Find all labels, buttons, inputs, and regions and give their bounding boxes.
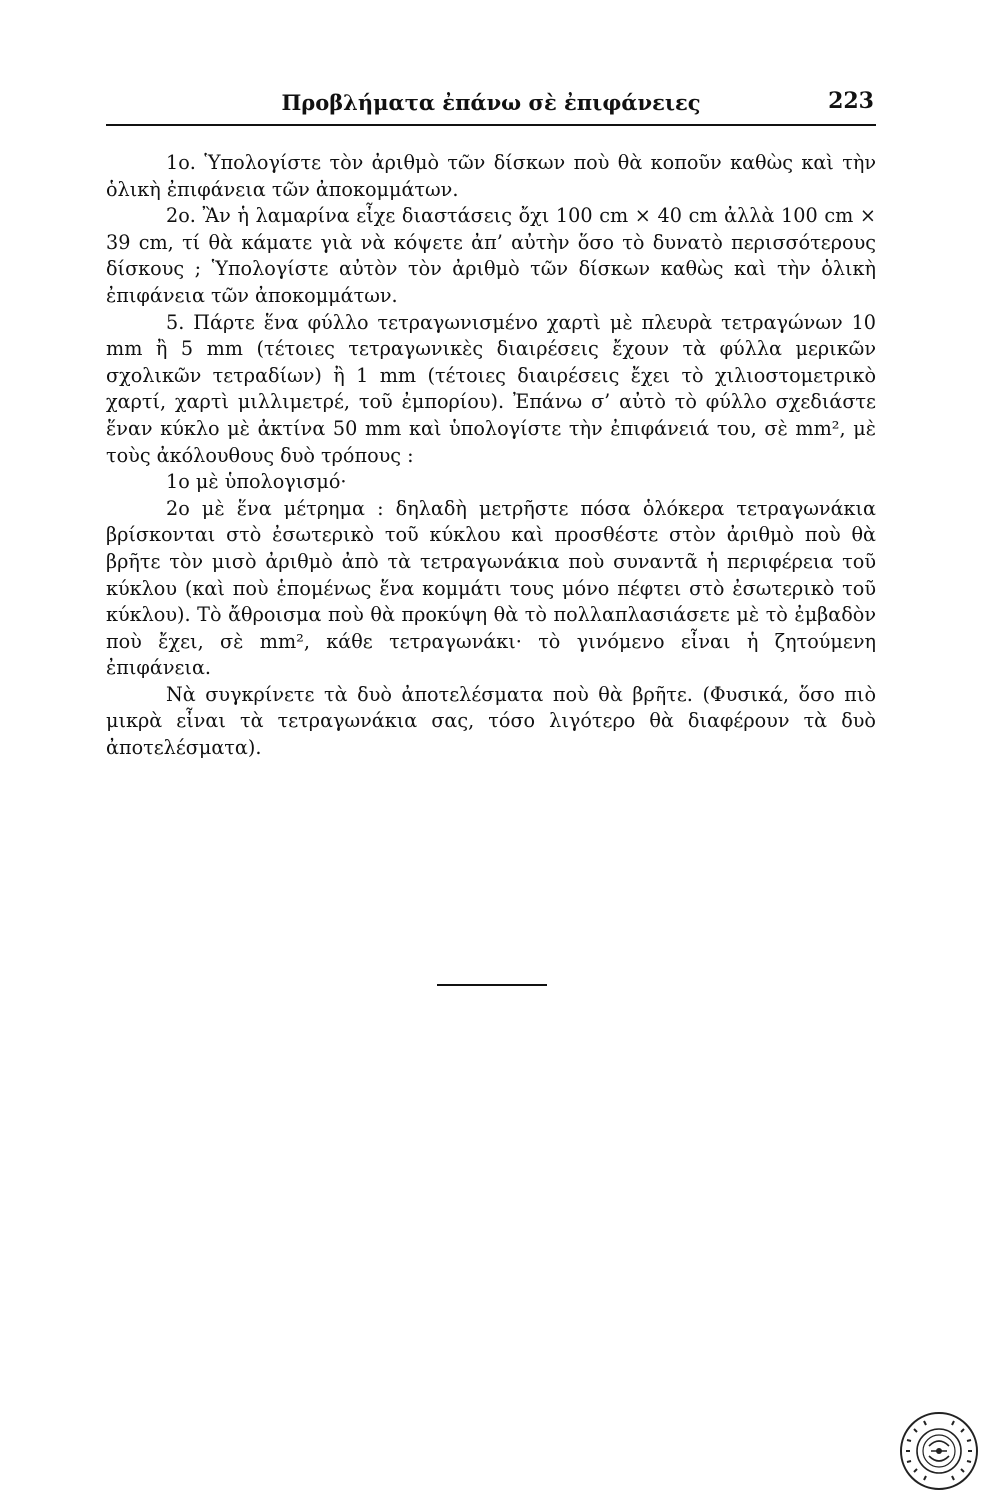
page-number: 223 — [828, 88, 874, 114]
paragraph-method-1: 1ο μὲ ὑπολογισμό· — [166, 470, 347, 494]
body-text — [106, 150, 876, 762]
paragraph-problem-5: 5. Πάρτε ἕνα φύλλο τετραγωνισμένο χαρτὶ μὲ πλευρὰ τετραγώνων 10 mm ἢ 5 mm (τέτοιες τετραγωνικὲς διαιρέσεις ἔχουν τὰ φύλλα μερικῶν σχολικῶν τετραδίων) ἢ 1 mm (τέτοιες διαιρέσεις ἔχει τὸ χιλιοστομετρικὸ χαρτί, χαρτὶ μιλλιμετρέ, τοῦ ἐμπορίου). Ἐπάνω σ’ αὐτὸ τὸ φύλλο σχεδιάστε ἕναν κύκλο μὲ ἀκτίνα 50 mm καὶ ὑπολογίστε τὴν ἐπιφάνειά του, σὲ mm², μὲ τοὺς ἀκόλουθους δυὸ τρόπους : — [106, 310, 876, 467]
foundation-seal-icon — [898, 1410, 980, 1492]
page-header — [106, 84, 876, 126]
paragraph-compare: Νὰ συγκρίνετε τὰ δυὸ ἀποτελέσματα ποὺ θὰ βρῆτε. (Φυσικά, ὅσο πιὸ μικρὰ εἶναι τὰ τετραγωνάκια σας, τόσο λιγότερο θὰ διαφέρουν τὰ δυὸ ἀποτελέσματα). — [106, 682, 876, 760]
paragraph-method-2: 2ο μὲ ἕνα μέτρημα : δηλαδὴ μετρῆστε πόσα ὁλόκερα τετραγωνάκια βρίσκονται στὸ ἐσωτερικὸ τοῦ κύκλου καὶ προσθέστε στὸν ἀριθμὸ ποὺ θὰ βρῆτε τὸν μισὸ ἀριθμὸ ἀπὸ τὰ τετραγωνάκια ποὺ συναντᾶ ἡ περιφέρεια τοῦ κύκλου (καὶ ποὺ ἑπομένως ἕνα κομμάτι τους μόνο πέφτει στὸ ἐσωτερικὸ τοῦ κύκλου). Τὸ ἄθροισμα ποὺ θὰ προκύψη θὰ τὸ πολλαπλασιάσετε μὲ τὸ ἐμβαδὸν ποὺ ἔχει, σὲ mm², κάθε τετραγωνάκι· τὸ γινόμενο εἶναι ἡ ζητούμενη ἐπιφάνεια. — [106, 496, 876, 680]
paragraph-exercise-1: 1ο. Ὑπολογίστε τὸν ἀριθμὸ τῶν δίσκων ποὺ θὰ κοποῦν καθὼς καὶ τὴν ὁλικὴ ἐπιφάνεια τῶν ἀποκομμάτων. — [106, 151, 876, 201]
paragraph-exercise-2: 2ο. Ἂν ἡ λαμαρίνα εἶχε διαστάσεις ὄχι 100 cm × 40 cm ἀλλὰ 100 cm × 39 cm, τί θὰ κάματε γιὰ νὰ κόψετε ἀπ’ αὐτὴν ὅσο τὸ δυνατὸ περισσότερους δίσκους ; Ὑπολογίστε αὐτὸν τὸν ἀριθμὸ τῶν δίσκων καθὼς καὶ τὴν ὁλικὴ ἐπιφάνεια τῶν ἀποκομμάτων. — [106, 204, 876, 307]
running-title: Προβλήματα ἐπάνω σὲ ἐπιφάνειες — [281, 90, 701, 115]
section-divider — [437, 984, 547, 986]
